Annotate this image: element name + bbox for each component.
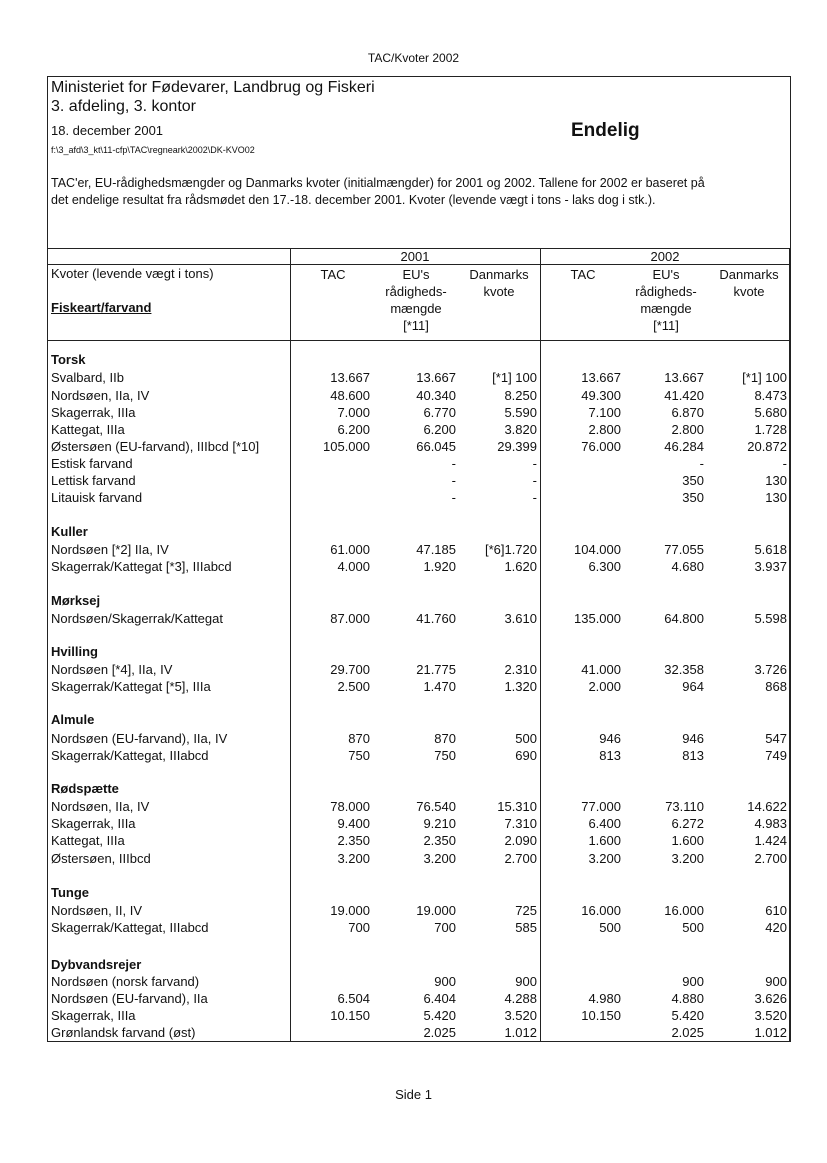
table-cell: 5.618 (754, 542, 787, 557)
col-header-tac-2002: TAC (570, 267, 596, 282)
table-cell: 6.200 (423, 422, 456, 437)
area-label: Estisk farvand (51, 456, 133, 471)
table-cell: 2.090 (504, 833, 537, 848)
table-cell: 73.110 (665, 799, 704, 814)
table-cell: 900 (765, 974, 787, 989)
area-label: Nordsøen [*2] IIa, IV (51, 542, 169, 557)
table-cell: 15.310 (497, 799, 537, 814)
table-cell: 5.420 (423, 1008, 456, 1023)
table-cell: 9.210 (423, 816, 456, 831)
table-cell: 750 (348, 748, 370, 763)
area-label: Grønlandsk farvand (øst) (51, 1025, 196, 1040)
table-cell: 3.200 (671, 851, 704, 866)
table-cell: 1.012 (504, 1025, 537, 1040)
table-cell: 76.540 (416, 799, 456, 814)
table-cell: 1.920 (423, 559, 456, 574)
table-cell: - (451, 473, 456, 488)
table-cell: 14.622 (747, 799, 787, 814)
table-cell: 9.400 (337, 816, 370, 831)
area-label: Litauisk farvand (51, 490, 143, 505)
table-cell: 29.700 (330, 662, 370, 677)
table-cell: 725 (515, 903, 537, 918)
row-header-species: Fiskeart/farvand (51, 300, 152, 315)
table-row (0, 832, 827, 849)
table-cell: 21.775 (416, 662, 456, 677)
col-header-dk-2001: Danmarks kvote (469, 267, 529, 299)
table-cell: 2.800 (671, 422, 704, 437)
species-group-row (0, 592, 827, 609)
table-cell: 2.025 (423, 1025, 456, 1040)
species-group-row (0, 956, 827, 973)
table-row (0, 661, 827, 678)
table-cell: 10.150 (330, 1008, 370, 1023)
table-cell: 104.000 (574, 542, 621, 557)
table-cell: 4.983 (754, 816, 787, 831)
table-cell: - (451, 456, 456, 471)
table-cell: 8.473 (754, 388, 787, 403)
table-cell: 749 (765, 748, 787, 763)
table-cell: 3.200 (337, 851, 370, 866)
area-label: Skagerrak, IIIa (51, 405, 136, 420)
species-name: Mørksej (51, 593, 101, 608)
table-row (0, 815, 827, 832)
species-name: Rødspætte (51, 781, 119, 796)
table-cell: 7.100 (588, 405, 621, 420)
table-cell: 16.000 (664, 903, 704, 918)
table-cell: [*1] 100 (742, 370, 787, 385)
table-cell: 1.424 (754, 833, 787, 848)
table-cell: 547 (765, 731, 787, 746)
table-cell: 4.680 (671, 559, 704, 574)
table-cell: 32.358 (664, 662, 704, 677)
table-cell: 900 (682, 974, 704, 989)
ministry-block (51, 78, 375, 116)
table-cell: 87.000 (330, 611, 370, 626)
table-cell: 66.045 (416, 439, 456, 454)
col-header-tac-2001: TAC (320, 267, 346, 282)
table-cell: 870 (348, 731, 370, 746)
table-cell: - (782, 456, 787, 471)
table-row (0, 919, 827, 936)
table-row (0, 455, 827, 472)
table-cell: 813 (599, 748, 621, 763)
table-cell: 13.667 (664, 370, 704, 385)
table-cell: 3.520 (754, 1008, 787, 1023)
table-cell: 900 (434, 974, 456, 989)
table-cell: 7.000 (337, 405, 370, 420)
table-cell: 700 (348, 920, 370, 935)
species-group-row (0, 780, 827, 797)
table-row (0, 558, 827, 575)
table-cell: 700 (434, 920, 456, 935)
table-cell: 3.200 (423, 851, 456, 866)
table-cell: 1.470 (423, 679, 456, 694)
table-row (0, 730, 827, 747)
area-label: Lettisk farvand (51, 473, 136, 488)
table-cell: 16.000 (581, 903, 621, 918)
table-row (0, 798, 827, 815)
table-row (0, 404, 827, 421)
year-rule (47, 264, 791, 265)
table-cell: 41.760 (416, 611, 456, 626)
table-cell: 350 (682, 473, 704, 488)
table-cell: 5.420 (671, 1008, 704, 1023)
table-row (0, 747, 827, 764)
table-cell: 40.340 (416, 388, 456, 403)
area-label: Kattegat, IIIa (51, 833, 125, 848)
status-label: Endelig (571, 120, 640, 141)
table-cell: 48.600 (330, 388, 370, 403)
species-name: Torsk (51, 352, 86, 367)
document-date: 18. december 2001 (51, 123, 164, 138)
department-name: 3. afdeling, 3. kontor (51, 98, 196, 115)
table-row (0, 421, 827, 438)
table-cell: 41.000 (581, 662, 621, 677)
table-cell: 6.200 (337, 422, 370, 437)
table-cell: 870 (434, 731, 456, 746)
table-cell: 19.000 (330, 903, 370, 918)
table-cell: 350 (682, 490, 704, 505)
table-cell: 4.980 (588, 991, 621, 1006)
intro-line-1: TAC'er, EU-rådighedsmængder og Danmarks kvoter (initialmængder) for 2001 og 2002. Tallene for 2002 er baseret på (51, 176, 705, 190)
table-row (0, 610, 827, 627)
table-row (0, 850, 827, 867)
table-cell: 500 (682, 920, 704, 935)
table-cell: 20.872 (747, 439, 787, 454)
table-cell: 5.590 (504, 405, 537, 420)
table-cell: 130 (765, 473, 787, 488)
col-header-dk-2002: Danmarks kvote (719, 267, 779, 299)
table-cell: 2.310 (504, 662, 537, 677)
area-label: Skagerrak, IIIa (51, 1008, 136, 1023)
species-name: Hvilling (51, 644, 98, 659)
table-cell: 78.000 (330, 799, 370, 814)
table-cell: 6.770 (423, 405, 456, 420)
table-cell: 868 (765, 679, 787, 694)
table-cell: [*6]1.720 (484, 542, 537, 557)
table-row (0, 902, 827, 919)
table-cell: 2.700 (504, 851, 537, 866)
table-cell: 5.598 (754, 611, 787, 626)
table-cell: 6.404 (423, 991, 456, 1006)
table-cell: 3.200 (588, 851, 621, 866)
table-cell: 1.728 (754, 422, 787, 437)
table-cell: 1.320 (504, 679, 537, 694)
table-row (0, 387, 827, 404)
table-cell: 2.500 (337, 679, 370, 694)
area-label: Nordsøen (EU-farvand), IIa (51, 991, 208, 1006)
table-cell: 1.600 (588, 833, 621, 848)
area-label: Kattegat, IIIa (51, 422, 125, 437)
table-row (0, 438, 827, 455)
table-cell: 130 (765, 490, 787, 505)
table-row (0, 541, 827, 558)
area-label: Nordsøen (EU-farvand), IIa, IV (51, 731, 228, 746)
table-cell: 3.610 (504, 611, 537, 626)
species-name: Almule (51, 712, 95, 727)
table-cell: 500 (599, 920, 621, 935)
table-cell: 946 (682, 731, 704, 746)
table-cell: 7.310 (504, 816, 537, 831)
table-cell: 10.150 (581, 1008, 621, 1023)
table-cell: 2.700 (754, 851, 787, 866)
page-number: Side 1 (395, 1087, 432, 1102)
col-header-eu-2002: EU's rådigheds- mængde [*11] (635, 267, 697, 333)
table-cell: 420 (765, 920, 787, 935)
table-cell: - (451, 490, 456, 505)
table-cell: [*1] 100 (492, 370, 537, 385)
table-cell: 1.012 (754, 1025, 787, 1040)
area-label: Nordsøen, IIa, IV (51, 388, 150, 403)
table-row (0, 990, 827, 1007)
table-cell: - (699, 456, 704, 471)
species-name: Kuller (51, 524, 88, 539)
table-cell: 6.870 (671, 405, 704, 420)
area-label: Østersøen, IIIbcd (51, 851, 151, 866)
table-cell: 29.399 (497, 439, 537, 454)
table-cell: 46.284 (664, 439, 704, 454)
table-cell: 585 (515, 920, 537, 935)
table-row (0, 678, 827, 695)
table-cell: 946 (599, 731, 621, 746)
table-cell: 2.800 (588, 422, 621, 437)
table-row (0, 472, 827, 489)
table-cell: 3.820 (504, 422, 537, 437)
year-header-2002: 2002 (650, 249, 680, 264)
area-label: Nordsøen [*4], IIa, IV (51, 662, 173, 677)
table-cell: 19.000 (416, 903, 456, 918)
table-cell: 813 (682, 748, 704, 763)
table-cell: 105.000 (323, 439, 370, 454)
table-cell: 610 (765, 903, 787, 918)
col-header-eu-2001: EU's rådigheds- mængde [*11] (385, 267, 447, 333)
table-cell: 4.000 (337, 559, 370, 574)
species-name: Tunge (51, 885, 90, 900)
area-label: Skagerrak/Kattegat, IIIabcd (51, 748, 209, 763)
table-cell: 690 (515, 748, 537, 763)
table-cell: 13.667 (416, 370, 456, 385)
table-cell: 6.272 (671, 816, 704, 831)
table-row (0, 1024, 827, 1041)
table-cell: 64.800 (664, 611, 704, 626)
table-cell: 2.350 (337, 833, 370, 848)
table-cell: 500 (515, 731, 537, 746)
table-cell: 2.025 (671, 1025, 704, 1040)
area-label: Nordsøen (norsk farvand) (51, 974, 200, 989)
table-cell: 3.626 (754, 991, 787, 1006)
species-group-row (0, 351, 827, 368)
table-cell: 77.000 (581, 799, 621, 814)
table-cell: - (532, 456, 537, 471)
table-cell: 2.000 (588, 679, 621, 694)
table-cell: 1.600 (671, 833, 704, 848)
area-label: Skagerrak/Kattegat [*3], IIIabcd (51, 559, 232, 574)
area-label: Skagerrak/Kattegat [*5], IIIa (51, 679, 211, 694)
table-cell: 76.000 (581, 439, 621, 454)
area-label: Nordsøen, IIa, IV (51, 799, 150, 814)
table-row (0, 973, 827, 990)
table-cell: 41.420 (664, 388, 704, 403)
table-cell: 13.667 (581, 370, 621, 385)
area-label: Nordsøen/Skagerrak/Kattegat (51, 611, 223, 626)
row-header-units: Kvoter (levende vægt i tons) (51, 266, 214, 281)
table-cell: 964 (682, 679, 704, 694)
area-label: Skagerrak/Kattegat, IIIabcd (51, 920, 209, 935)
year-header-2001: 2001 (400, 249, 430, 264)
table-cell: 61.000 (330, 542, 370, 557)
table-cell: 4.880 (671, 991, 704, 1006)
table-cell: 750 (434, 748, 456, 763)
species-group-row (0, 711, 827, 728)
table-cell: 5.680 (754, 405, 787, 420)
intro-text (51, 175, 787, 209)
table-row (0, 489, 827, 506)
species-name: Dybvandsrejer (51, 957, 142, 972)
area-label: Skagerrak, IIIa (51, 816, 136, 831)
table-cell: 900 (515, 974, 537, 989)
table-cell: 3.520 (504, 1008, 537, 1023)
species-group-row (0, 884, 827, 901)
table-cell: 6.504 (337, 991, 370, 1006)
table-cell: 8.250 (504, 388, 537, 403)
area-label: Svalbard, IIb (51, 370, 124, 385)
table-cell: - (532, 473, 537, 488)
table-row (0, 369, 827, 386)
species-group-row (0, 643, 827, 660)
area-label: Nordsøen, II, IV (51, 903, 143, 918)
table-cell: 6.300 (588, 559, 621, 574)
table-cell: 47.185 (416, 542, 456, 557)
table-cell: 1.620 (504, 559, 537, 574)
file-path: f:\3_afd\3_kt\11-cfp\TAC\regneark\2002\DK-KVO02 (51, 145, 255, 155)
table-cell: - (532, 490, 537, 505)
intro-line-2: det endelige resultat fra rådsmødet den 17.-18. december 2001. Kvoter (levende vægt i tons - laks dog i stk.). (51, 193, 656, 207)
species-group-row (0, 523, 827, 540)
area-label: Østersøen (EU-farvand), IIIbcd [*10] (51, 439, 260, 454)
table-cell: 2.350 (423, 833, 456, 848)
table-cell: 4.288 (504, 991, 537, 1006)
table-cell: 135.000 (574, 611, 621, 626)
table-cell: 3.726 (754, 662, 787, 677)
ministry-name: Ministeriet for Fødevarer, Landbrug og Fiskeri (51, 79, 375, 96)
table-cell: 77.055 (664, 542, 704, 557)
table-row (0, 1007, 827, 1024)
table-cell: 13.667 (330, 370, 370, 385)
table-cell: 3.937 (754, 559, 787, 574)
table-cell: 49.300 (581, 388, 621, 403)
page-header: TAC/Kvoter 2002 (367, 51, 460, 65)
table-cell: 6.400 (588, 816, 621, 831)
header-bottom-rule (47, 340, 791, 341)
